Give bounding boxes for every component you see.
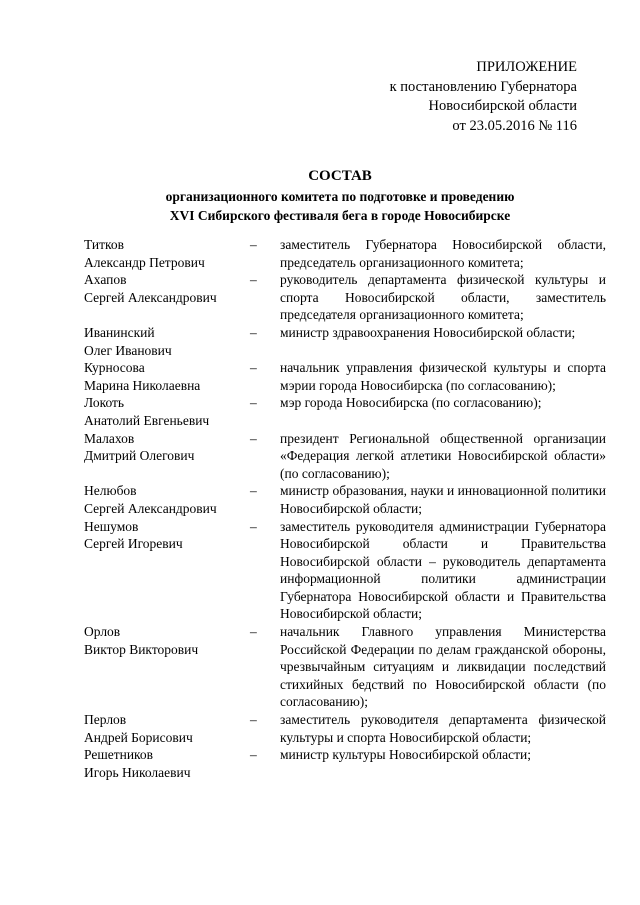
member-role — [280, 430, 606, 483]
member-row — [84, 324, 606, 359]
heading-subtitle: организационного комитета по подготовке и проведению — [165, 189, 515, 204]
member-row — [84, 271, 606, 324]
member-name — [84, 623, 250, 711]
appendix-line: к постановлению Губернатора — [389, 78, 577, 95]
member-row — [84, 430, 606, 483]
member-dash: – — [250, 395, 257, 411]
member-name — [84, 711, 250, 746]
member-given-name: Дмитрий Олегович — [84, 448, 195, 464]
member-row — [84, 746, 606, 781]
member-dash: – — [250, 712, 257, 728]
member-surname: Орлов — [84, 624, 121, 640]
member-row — [84, 236, 606, 271]
member-name — [84, 236, 250, 271]
document-heading — [100, 166, 580, 225]
member-given-name: Виктор Викторович — [84, 641, 199, 657]
member-role-line: заместитель Губернатора Новосибирской области, — [280, 237, 606, 252]
member-role-line: начальник управления физической культуры и — [280, 360, 561, 376]
member-dash: – — [250, 272, 257, 288]
member-row — [84, 482, 606, 517]
member-role — [280, 623, 606, 711]
member-surname: Решетников — [84, 747, 154, 763]
member-given-name: Олег Иванович — [84, 342, 172, 358]
member-role-line: председателя организационного комитета; — [280, 307, 524, 323]
member-name — [84, 324, 250, 359]
member-role-line: Российской Федерации по делам гражданской — [280, 641, 549, 657]
member-name — [84, 430, 250, 483]
member-name — [84, 394, 250, 429]
appendix-block — [390, 58, 577, 136]
appendix-title: ПРИЛОЖЕНИЕ — [476, 59, 577, 75]
heading-title: СОСТАВ — [308, 168, 372, 184]
member-role — [280, 271, 606, 324]
member-role-line: и спорта Новосибирской области, заместитель — [280, 272, 607, 305]
member-surname: Иванинский — [84, 324, 155, 340]
member-given-name: Александр Петрович — [84, 254, 205, 270]
member-row — [84, 623, 606, 711]
member-role-line: министр образования, науки и инновационной — [280, 483, 548, 499]
member-role-line: начальник Главного управления Министерства — [280, 624, 606, 640]
member-role-line: политики Новосибирской области; — [280, 483, 606, 516]
member-dash: – — [250, 518, 257, 534]
member-role-line: заместитель руководителя департамента — [280, 712, 528, 728]
member-role-line: Правительства Новосибирской области – — [280, 536, 606, 569]
member-role — [280, 482, 606, 517]
member-name — [84, 271, 250, 324]
appendix-date: от 23.05.2016 № 116 — [452, 117, 577, 134]
member-role-line: мэр города Новосибирска (по согласованию); — [280, 395, 542, 411]
member-given-name: Сергей Александрович — [84, 289, 217, 305]
member-given-name: Анатолий Евгеньевич — [84, 412, 210, 428]
member-name — [84, 518, 250, 624]
member-role-line: заместитель руководителя администрации — [280, 518, 529, 534]
member-role — [280, 746, 606, 781]
member-dash: – — [250, 624, 257, 640]
member-role-line: Новосибирской области» (по согласованию); — [280, 448, 607, 481]
member-surname: Локоть — [84, 395, 125, 411]
member-role-line: Новосибирской области и Правительства — [358, 588, 607, 604]
members-list — [84, 236, 606, 781]
member-surname: Нешумов — [84, 518, 139, 534]
member-surname: Титков — [84, 237, 125, 252]
member-role — [280, 324, 606, 359]
member-role-line: спорта мэрии города Новосибирска — [280, 360, 607, 393]
member-name — [84, 482, 250, 517]
member-dash: – — [250, 324, 257, 340]
member-role-line: руководитель департамента информационной — [280, 553, 606, 587]
member-role-line: президент Региональной общественной — [280, 430, 523, 446]
appendix-line: Новосибирской области — [428, 98, 577, 114]
member-role-line: обороны, чрезвычайным ситуациям и ликвидации — [280, 641, 606, 675]
member-name — [84, 746, 250, 781]
member-dash: – — [250, 747, 257, 763]
member-role-line: министр культуры Новосибирской области; — [280, 747, 531, 763]
member-dash: – — [250, 430, 257, 446]
member-dash: – — [250, 483, 257, 499]
member-role-line: министр здравоохранения Новосибирской области; — [280, 324, 576, 340]
member-given-name: Марина Николаевна — [84, 377, 201, 393]
member-surname: Перлов — [84, 712, 127, 728]
member-role-line: организации «Федерация легкой атлетики — [280, 430, 606, 464]
member-role — [280, 236, 606, 271]
member-role-line: физической культуры и спорта Новосибирской — [280, 712, 607, 745]
member-role — [280, 518, 606, 624]
member-role-line: Новосибирской области; — [280, 606, 423, 622]
member-surname: Курносова — [84, 360, 145, 376]
member-role — [280, 394, 606, 429]
member-name — [84, 359, 250, 394]
member-row — [84, 394, 606, 429]
heading-subtitle: XVI Сибирского фестиваля бега в городе Новосибирске — [169, 208, 511, 223]
member-surname: Ахапов — [84, 272, 127, 288]
member-given-name: Игорь Николаевич — [84, 764, 191, 780]
member-role-line: последствий стихийных бедствий по — [280, 659, 607, 692]
member-dash: – — [250, 360, 257, 376]
member-role-line: Губернатора Новосибирской области и — [280, 518, 606, 552]
member-surname: Малахов — [84, 430, 135, 446]
member-row — [84, 711, 606, 746]
member-dash: – — [250, 237, 257, 252]
member-role-line: области; — [482, 729, 532, 745]
member-given-name: Сергей Александрович — [84, 500, 217, 516]
member-role — [280, 359, 606, 394]
member-role-line: политики администрации Губернатора — [280, 571, 606, 604]
member-surname: Нелюбов — [84, 483, 137, 499]
member-role — [280, 711, 606, 746]
member-row — [84, 518, 606, 624]
member-given-name: Сергей Игоревич — [84, 536, 183, 552]
member-role-line: (по согласованию); — [446, 377, 556, 393]
member-role-line: председатель организационного комитета; — [280, 254, 524, 270]
member-role-line: Новосибирской области (по согласованию); — [280, 676, 606, 710]
member-row — [84, 359, 606, 394]
member-given-name: Андрей Борисович — [84, 729, 193, 745]
member-role-line: руководитель департамента физической культуры — [280, 272, 589, 288]
